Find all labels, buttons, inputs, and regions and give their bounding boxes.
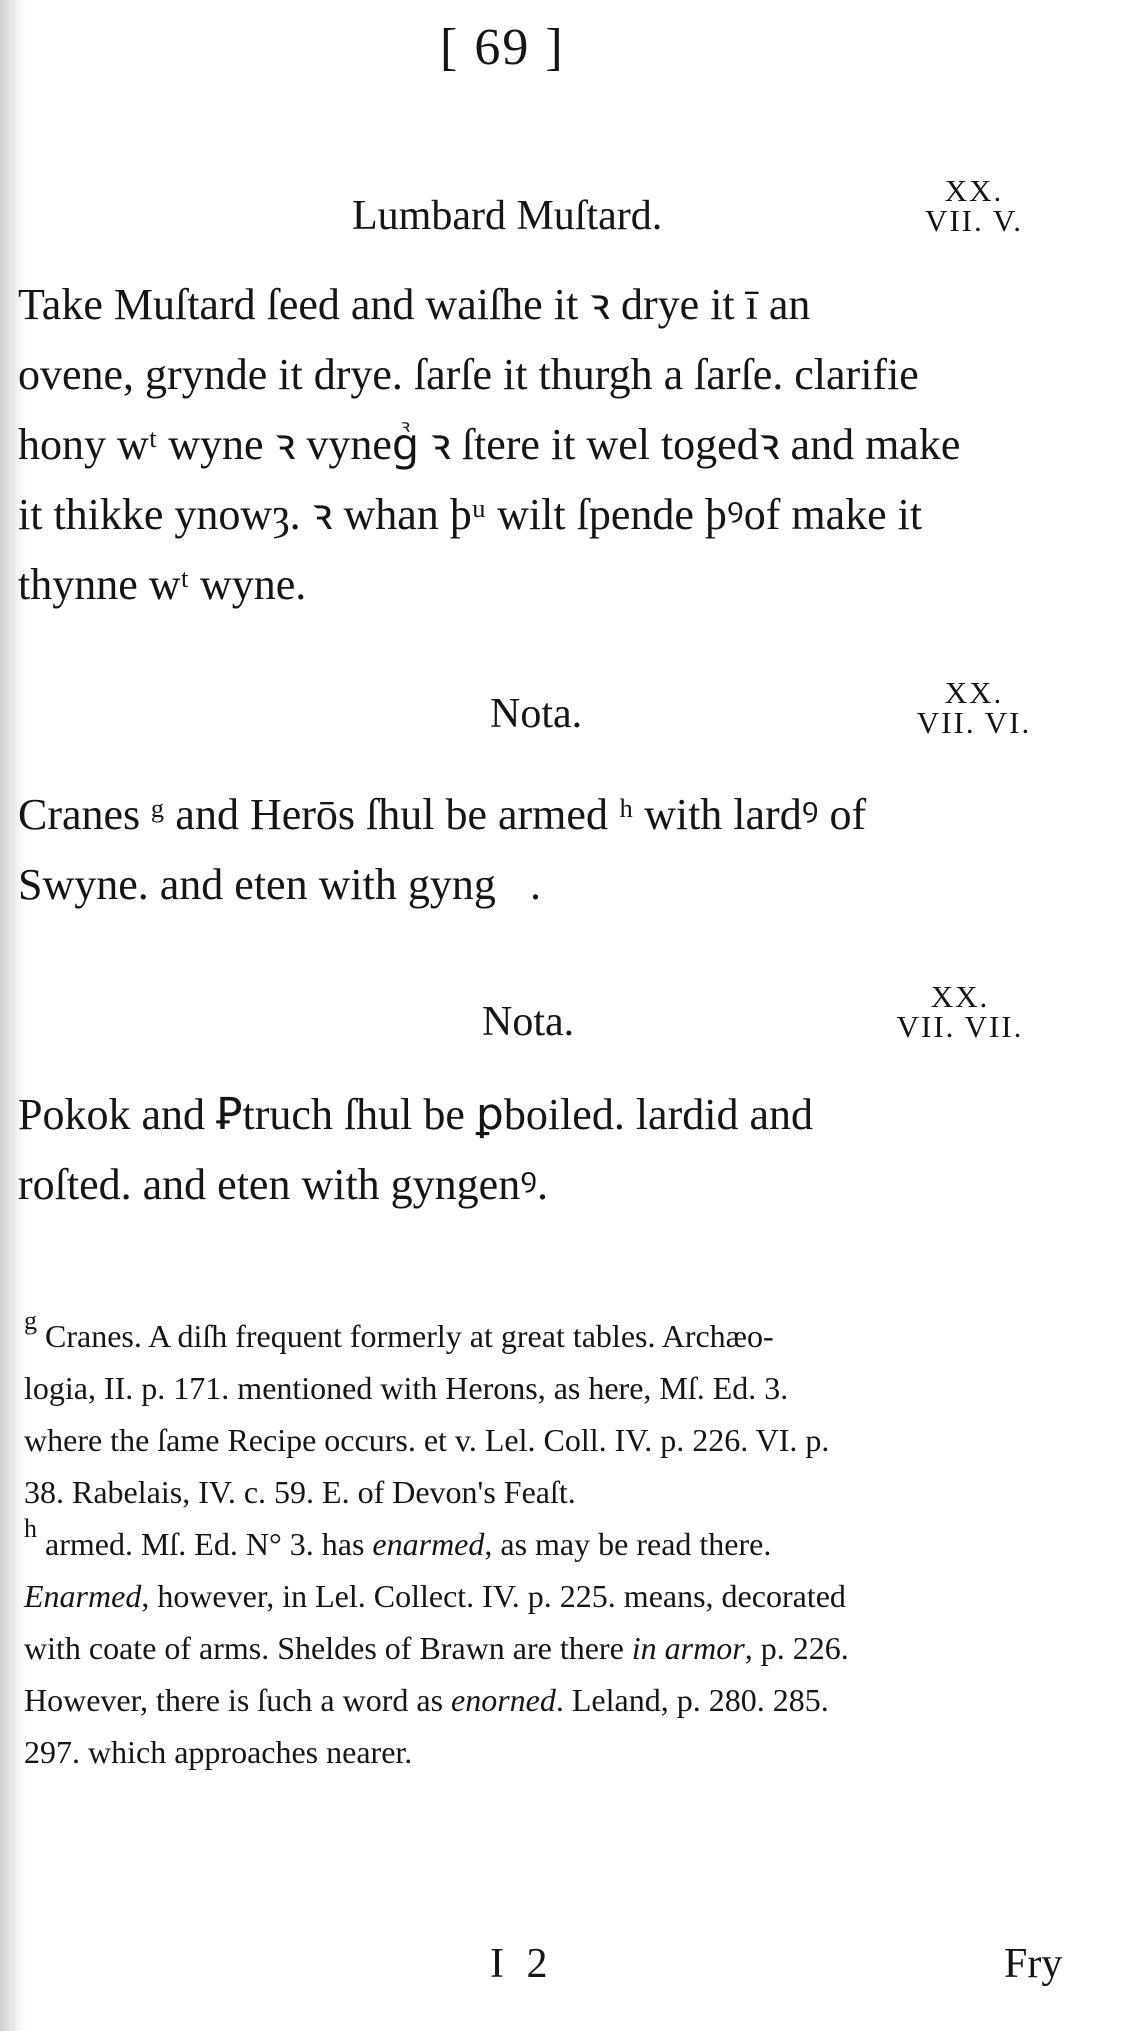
footnote-marker: g [24,1306,37,1335]
recipe-text-line: ovene, grynde it drye. ſarſe it thurgh a ſarſe. clarifie [18,350,919,399]
recipe-text-line: Swyne. and eten with gyngᷣ. [18,860,542,909]
recipe-title-nota-cranes: Nota. [490,691,583,737]
recipe-reference-top: XX. [930,979,990,1014]
recipe-text-cranes [18,780,1074,920]
recipe-reference-1 [904,173,1044,238]
footnote-h [24,1514,1074,1778]
recipe-text-line: hony wᵗ wyne ꝛ vynegᷣ ꝛ ſtere it wel togedꝛ and make [18,420,961,469]
signature-mark: I 2 [490,1941,554,1987]
footnote-line: $^h$ armed. Mſ. Ed. N° 3. has enarmed, as may be read there. [24,1514,772,1562]
footnote-line: $^g$ Cranes. A diſh frequent formerly at great tables. Archæo- [24,1306,774,1354]
recipe-reference-top: XX. [944,173,1004,208]
footnotes [24,1306,1074,1778]
recipe-reference-bottom: VII. V. [924,203,1024,238]
footnote-line: Enarmed, however, in Lel. Collect. IV. p. 225. means, decorated [24,1578,846,1614]
recipe-text-line: Pokok and Ꝑtruch ſhul be ꝑboiled. lardid and [18,1090,813,1139]
footnote-line: However, there is ſuch a word as enorned. Leland, p. 280. 285. [24,1682,829,1718]
footnote-line: 38. Rabelais, IV. c. 59. E. of Devon's Feaſt. [24,1474,576,1510]
footnote-line: where the ſame Recipe occurs. et v. Lel. Coll. IV. p. 226. VI. p. [24,1422,830,1458]
recipe-reference-bottom: VII. VII. [896,1009,1024,1044]
recipe-text-lumbard-mustard [18,270,1074,620]
recipe-reference-2 [904,675,1044,740]
recipe-text-line: Cranes ᵍ and Herōs ſhul be armed ʰ with lardꝰ of [18,790,867,839]
recipe-title-nota-peacock: Nota. [482,999,575,1045]
recipe-text-peacock [18,1080,1074,1220]
recipe-reference-top: XX. [944,675,1004,710]
footnote-line: 297. which approaches nearer. [24,1734,413,1770]
recipe-text-line: roſted. and eten with gyngenꝰ. [18,1160,549,1209]
recipe-text-line: it thikke ynowȝ. ꝛ whan þᵘ wilt ſpende þꝰof make it [18,490,923,539]
footnote-line: with coate of arms. Sheldes of Brawn are there in armor, p. 226. [24,1630,849,1666]
recipe-text-line: Take Muſtard ſeed and waiſhe it ꝛ drye it ī an [18,280,811,329]
recipe-reference-3 [880,979,1040,1044]
page-number: [ 69 ] [440,19,565,76]
footnote-marker: h [24,1514,37,1543]
footnote-line: logia, II. p. 171. mentioned with Herons, as here, Mſ. Ed. 3. [24,1370,789,1406]
recipe-text-line: thynne wᵗ wyne. [18,560,307,609]
recipe-reference-bottom: VII. VI. [916,705,1032,740]
catchword: Fry [1004,1941,1063,1987]
recipe-title-lumbard-mustard: Lumbard Muſtard. [352,193,663,239]
footnote-g [24,1306,1074,1518]
